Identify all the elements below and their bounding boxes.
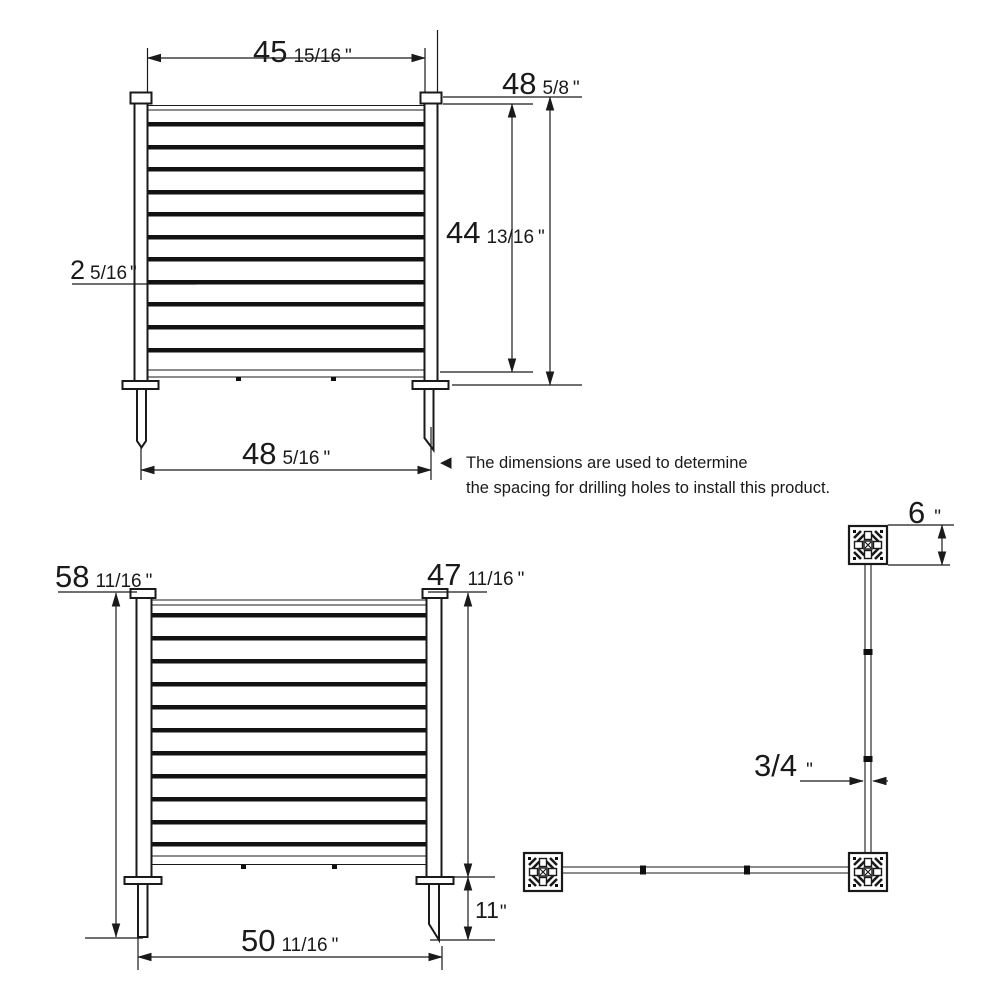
dim-panel-width: [148, 30, 438, 92]
bottom-tab: [241, 865, 246, 869]
panel-bottom-rail: [148, 370, 425, 377]
dim-label-above-ground: 47 11/16 ": [427, 557, 525, 592]
dim-panel-height: [440, 104, 545, 372]
front-view-primary: [70, 30, 582, 480]
dim-label-panel-width: 45 15/16 ": [253, 34, 352, 69]
note-line-2: the spacing for drilling holes to install this product.: [466, 479, 831, 497]
right-ground-stake: [425, 389, 434, 450]
left-ground-stake: [137, 389, 146, 448]
bottom-tab: [332, 865, 337, 869]
right-base-flange: [413, 381, 449, 389]
panel-connector: [640, 866, 646, 875]
dim-stake-spacing: [141, 427, 431, 480]
right-post-cap: [421, 93, 442, 104]
panel-top-view-horizontal: [563, 867, 848, 873]
bottom-tab: [236, 377, 241, 381]
left-post: [135, 104, 148, 382]
right-post: [425, 104, 438, 382]
dim-label-overall-height-b: 58 11/16 ": [55, 559, 153, 594]
dim-label-stake-spacing-b: 50 11/16 ": [241, 923, 339, 958]
left-post: [137, 598, 152, 877]
dim-stake-spacing-b: [138, 923, 442, 970]
dim-label-slat-spacing: 2 5/16 ": [70, 255, 137, 285]
dim-label-panel-thickness: 3/4 ": [754, 748, 813, 783]
panel-connector: [864, 756, 873, 762]
left-base-flange: [123, 381, 159, 389]
post-cap-top: [849, 526, 887, 564]
panel-top-rail: [148, 106, 425, 111]
dim-post-cap-width: [888, 495, 954, 565]
left-base-flange: [125, 877, 162, 884]
installation-note: [440, 454, 830, 497]
dim-label-overall-height: 48 5/8 ": [502, 66, 580, 101]
dim-label-stake-length: 11": [475, 897, 507, 923]
panel-top-rail: [152, 600, 427, 605]
slat-bands: [152, 613, 427, 847]
note-pointer-icon: ◀: [440, 454, 452, 471]
panel-connector: [864, 649, 873, 655]
post-cap-corner: [849, 853, 887, 891]
right-base-flange: [417, 877, 454, 884]
dim-label-stake-spacing: 48 5/16 ": [242, 436, 331, 471]
dim-label-post-cap-width: 6 ": [908, 495, 941, 530]
top-view-layout: [524, 495, 954, 891]
dim-panel-thickness: [754, 748, 888, 783]
left-ground-stake: [138, 884, 148, 937]
right-post: [427, 598, 442, 877]
right-ground-stake: [429, 884, 439, 940]
panel-connector: [744, 866, 750, 875]
front-view-secondary: [55, 557, 524, 970]
left-post-cap: [131, 93, 152, 104]
post-cap-left: [524, 853, 562, 891]
dim-stake-length: [430, 877, 507, 940]
note-line-1: The dimensions are used to determine: [466, 454, 748, 472]
bottom-tab: [331, 377, 336, 381]
dim-label-panel-height: 44 13/16 ": [446, 215, 545, 250]
panel-bottom-rail: [152, 856, 427, 865]
slat-bands: [148, 122, 425, 353]
panel-top-view-vertical: [865, 565, 871, 852]
